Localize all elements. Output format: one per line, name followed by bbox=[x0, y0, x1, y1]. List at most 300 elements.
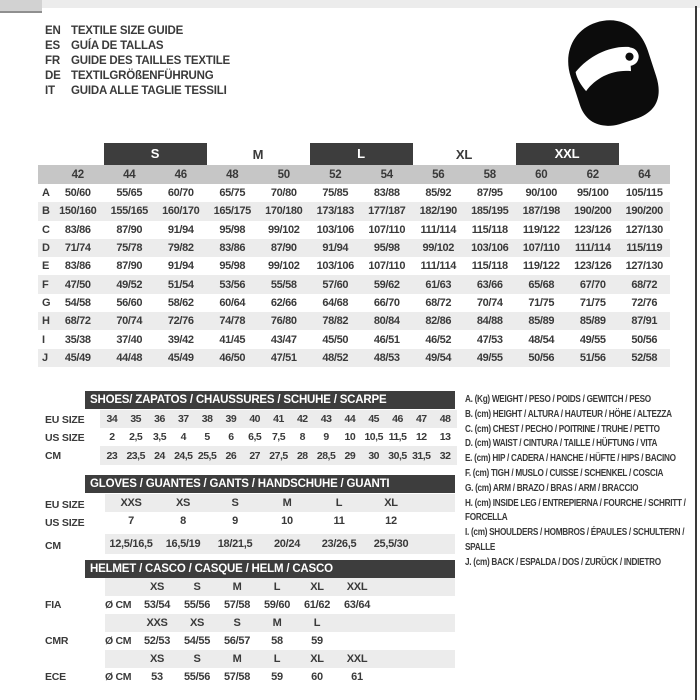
measure-value: 71/75 bbox=[528, 296, 555, 309]
measure-value: 99/102 bbox=[422, 242, 455, 255]
size-number: 54 bbox=[380, 168, 393, 181]
shoe-size-value: 46 bbox=[392, 413, 403, 425]
helmet-ece-sizes-row bbox=[105, 650, 455, 668]
right-border-line bbox=[695, 6, 697, 700]
measure-value: 49/54 bbox=[425, 351, 452, 364]
measure-row-f bbox=[38, 275, 670, 293]
glove-size-value: XS bbox=[175, 497, 191, 509]
shoe-size-value: 26 bbox=[225, 449, 237, 462]
measure-value: 82/86 bbox=[425, 315, 452, 328]
measure-value: 46/51 bbox=[373, 333, 400, 346]
measure-value: 47/51 bbox=[270, 351, 297, 364]
measure-value: 70/74 bbox=[476, 296, 503, 309]
row-label: C bbox=[42, 223, 50, 236]
shoe-size-value: 27 bbox=[249, 449, 261, 462]
size-group-xxl: XXL bbox=[516, 143, 619, 165]
measure-value: 72/76 bbox=[631, 296, 658, 309]
gloves-eu-size-label: EU SIZE bbox=[45, 499, 85, 511]
measure-value: 48/53 bbox=[373, 351, 400, 364]
helmet-size-label: L bbox=[313, 617, 321, 629]
gloves-us-size-row bbox=[105, 512, 455, 530]
glove-size-value: 20/24 bbox=[273, 538, 301, 550]
ece-standard-label: ECE bbox=[45, 671, 66, 683]
measure-value: 75/78 bbox=[116, 242, 143, 255]
legend-item-e: E. (cm) HIP / CADERA / HANCHE / HÜFTE / HIPS / BACINO bbox=[465, 453, 676, 465]
measure-value: 48/52 bbox=[322, 351, 349, 364]
glove-size-value: S bbox=[231, 497, 239, 509]
glove-size-value: 7 bbox=[128, 515, 134, 527]
glove-size-value: 10 bbox=[281, 515, 293, 527]
measure-value: 65/68 bbox=[528, 278, 555, 291]
guide-title: GUÍA DE TALLAS bbox=[71, 40, 164, 52]
language-row bbox=[45, 69, 230, 84]
language-row bbox=[45, 24, 230, 39]
measure-value: 87/91 bbox=[631, 315, 658, 328]
shoe-size-value: 7,5 bbox=[271, 431, 286, 443]
measure-row-c bbox=[38, 221, 670, 239]
legend-item-g: G. (cm) ARM / BRAZO / BRAS / ARM / BRACCIO bbox=[465, 482, 639, 494]
size-group-row bbox=[38, 143, 670, 165]
shoe-size-value: 3,5 bbox=[152, 431, 167, 443]
measure-value: 61/63 bbox=[425, 278, 452, 291]
size-number: 42 bbox=[71, 168, 84, 181]
shoe-size-value: 40 bbox=[249, 413, 261, 425]
shoe-size-value: 2,5 bbox=[129, 431, 143, 443]
size-group-xl: XL bbox=[455, 146, 473, 162]
shoe-size-value: 47 bbox=[415, 413, 427, 425]
measure-value: 47/53 bbox=[476, 333, 503, 346]
measure-value: 59/62 bbox=[373, 278, 400, 291]
measure-value: 71/74 bbox=[64, 242, 91, 255]
shoe-size-value: 27,5 bbox=[269, 449, 288, 462]
measure-value: 111/114 bbox=[575, 242, 611, 255]
shoe-size-value: 39 bbox=[225, 413, 237, 425]
helmet-size-label: XS bbox=[189, 617, 205, 629]
measure-value: 51/54 bbox=[167, 278, 194, 291]
legend-item-b: B. (cm) HEIGHT / ALTURA / HAUTEUR / HÖHE / ALTEZZA bbox=[465, 408, 672, 420]
size-number: 60 bbox=[535, 168, 548, 181]
fia-standard-label: FIA bbox=[45, 599, 62, 611]
measure-value: 44/48 bbox=[116, 351, 143, 364]
measure-value: 187/198 bbox=[522, 205, 560, 218]
legend-item-i: I. (cm) SHOULDERS / HOMBROS / ÉPAULES / SCHULTERN / SPALLE bbox=[465, 527, 685, 553]
measure-value: 83/86 bbox=[64, 260, 91, 273]
helmet-size-label: XS bbox=[149, 653, 165, 665]
shoe-size-value: 4 bbox=[180, 431, 186, 443]
shoe-size-value: 48 bbox=[439, 413, 451, 425]
measure-value: 80/84 bbox=[373, 315, 400, 328]
shoes-cm-label: CM bbox=[45, 450, 61, 462]
helmet-size-label: M bbox=[232, 581, 242, 593]
language-row bbox=[45, 39, 230, 54]
measure-value: 57/60 bbox=[322, 278, 349, 291]
measure-value: 49/52 bbox=[116, 278, 143, 291]
measure-value: 79/82 bbox=[167, 242, 194, 255]
glove-size-value: 16,5/19 bbox=[165, 538, 201, 550]
legend-item-f: F. (cm) TIGH / MUSLO / CUISSE / SCHENKEL / COSCIA bbox=[465, 467, 664, 479]
helmet-size-value: 55/56 bbox=[183, 599, 211, 611]
diameter-unit-label: Ø CM bbox=[105, 635, 132, 647]
size-group-l: L bbox=[310, 143, 413, 165]
measure-value: 58/62 bbox=[167, 296, 194, 309]
shoe-size-value: 24 bbox=[154, 449, 165, 462]
helmet-size-value: 57/58 bbox=[223, 599, 251, 611]
shoe-size-value: 23,5 bbox=[126, 449, 145, 462]
measure-value: 190/200 bbox=[625, 205, 663, 218]
measure-value: 123/126 bbox=[574, 260, 612, 273]
top-left-artifact bbox=[0, 0, 42, 13]
shoes-us-size-label: US SIZE bbox=[45, 432, 85, 444]
measure-row-b bbox=[38, 202, 670, 220]
shoe-size-value: 36 bbox=[154, 413, 165, 425]
measure-value: 52/58 bbox=[631, 351, 658, 364]
measure-value: 123/126 bbox=[574, 223, 612, 236]
measure-value: 103/106 bbox=[471, 242, 509, 255]
guide-title: TEXTILE SIZE GUIDE bbox=[71, 25, 184, 37]
measure-value: 127/130 bbox=[625, 260, 663, 273]
measure-value: 50/60 bbox=[64, 187, 91, 200]
shoe-size-value: 43 bbox=[320, 413, 332, 425]
glove-size-value: 23/26,5 bbox=[321, 538, 357, 550]
measure-value: 90/100 bbox=[525, 187, 558, 200]
measure-value: 35/38 bbox=[64, 333, 91, 346]
textile-size-table bbox=[38, 143, 670, 367]
guide-title: GUIDE DES TAILLES TEXTILE bbox=[71, 55, 230, 67]
measure-value: 78/82 bbox=[322, 315, 349, 328]
row-label: E bbox=[42, 260, 49, 273]
measure-value: 49/55 bbox=[579, 333, 606, 346]
helmet-ece-values-row bbox=[105, 668, 455, 686]
measure-value: 107/110 bbox=[368, 260, 406, 273]
measure-value: 68/72 bbox=[425, 296, 452, 309]
measure-value: 127/130 bbox=[625, 223, 663, 236]
measure-value: 43/47 bbox=[270, 333, 297, 346]
shoe-size-value: 6 bbox=[228, 431, 234, 443]
helmet-fia-values-row bbox=[105, 596, 455, 614]
size-number: 44 bbox=[123, 168, 136, 181]
helmet-cmr-sizes-row bbox=[105, 614, 455, 632]
measure-value: 115/118 bbox=[471, 223, 508, 236]
cmr-standard-label: CMR bbox=[45, 635, 69, 647]
measure-value: 75/85 bbox=[322, 187, 349, 200]
glove-size-value: 11 bbox=[333, 515, 345, 527]
measure-value: 84/88 bbox=[476, 315, 503, 328]
helmet-size-value: 58 bbox=[271, 635, 283, 647]
shoe-size-value: 24,5 bbox=[174, 449, 193, 462]
shoe-size-value: 28 bbox=[296, 449, 308, 462]
language-row bbox=[45, 54, 230, 69]
measure-value: 46/52 bbox=[425, 333, 452, 346]
shoes-section-header: SHOES/ ZAPATOS / CHAUSSURES / SCHUHE / SCARPE bbox=[85, 391, 455, 409]
helmet-size-value: 56/57 bbox=[223, 635, 251, 647]
helmet-size-label: M bbox=[232, 653, 242, 665]
measure-value: 41/45 bbox=[219, 333, 246, 346]
measure-value: 85/89 bbox=[528, 315, 555, 328]
gloves-section-header: GLOVES / GUANTES / GANTS / HANDSCHUHE / GUANTI bbox=[85, 475, 455, 493]
diameter-unit-label: Ø CM bbox=[105, 599, 132, 611]
measure-value: 46/50 bbox=[219, 351, 246, 364]
size-number: 62 bbox=[586, 168, 599, 181]
glove-size-value: 9 bbox=[232, 515, 238, 527]
measure-value: 85/92 bbox=[425, 187, 452, 200]
helmet-fia-sizes-row bbox=[105, 578, 455, 596]
measure-value: 85/89 bbox=[579, 315, 606, 328]
measure-value: 68/72 bbox=[64, 315, 91, 328]
language-code: ES bbox=[45, 40, 60, 52]
helmet-size-value: 60 bbox=[311, 671, 323, 683]
measure-value: 107/110 bbox=[368, 223, 406, 236]
measure-value: 83/86 bbox=[219, 242, 246, 255]
measure-value: 76/80 bbox=[270, 315, 297, 328]
measure-value: 170/180 bbox=[265, 205, 303, 218]
measure-value: 182/190 bbox=[419, 205, 457, 218]
helmet-size-label: S bbox=[193, 653, 201, 665]
helmet-size-label: XXL bbox=[346, 581, 368, 593]
measure-value: 71/75 bbox=[579, 296, 606, 309]
size-number: 58 bbox=[483, 168, 496, 181]
helmet-size-label: XL bbox=[310, 581, 324, 593]
helmet-icon bbox=[558, 16, 666, 128]
helmet-size-value: 61 bbox=[351, 671, 363, 683]
measure-value: 99/102 bbox=[267, 260, 300, 273]
measure-value: 111/114 bbox=[420, 223, 456, 236]
helmet-size-value: 59 bbox=[311, 635, 323, 647]
glove-size-value: XXS bbox=[120, 497, 142, 509]
measure-value: 72/76 bbox=[167, 315, 194, 328]
measure-value: 55/58 bbox=[270, 278, 297, 291]
helmet-size-value: 57/58 bbox=[223, 671, 251, 683]
measure-value: 53/56 bbox=[219, 278, 246, 291]
shoe-size-value: 8 bbox=[299, 431, 305, 443]
measure-value: 150/160 bbox=[59, 205, 97, 218]
measure-row-j bbox=[38, 349, 670, 367]
glove-size-value: XL bbox=[384, 497, 398, 509]
measure-value: 60/64 bbox=[219, 296, 246, 309]
shoe-size-value: 37 bbox=[177, 413, 189, 425]
shoe-size-value: 5 bbox=[204, 431, 210, 443]
measure-value: 45/49 bbox=[64, 351, 91, 364]
shoe-size-value: 25,5 bbox=[197, 449, 217, 462]
measure-value: 45/49 bbox=[167, 351, 194, 364]
measure-value: 47/50 bbox=[64, 278, 91, 291]
shoe-size-value: 11,5 bbox=[388, 431, 407, 443]
row-label: I bbox=[42, 333, 45, 346]
measure-row-d bbox=[38, 239, 670, 257]
gloves-eu-size-row bbox=[105, 494, 455, 512]
row-label: J bbox=[42, 351, 48, 364]
shoe-size-value: 12 bbox=[415, 431, 427, 443]
measure-value: 54/58 bbox=[64, 296, 91, 309]
shoe-size-value: 30 bbox=[368, 449, 380, 462]
measure-value: 95/98 bbox=[219, 260, 246, 273]
shoe-size-value: 35 bbox=[130, 413, 142, 425]
measure-value: 50/56 bbox=[631, 333, 658, 346]
shoes-us-size-row bbox=[100, 428, 457, 446]
size-group-s: S bbox=[104, 143, 207, 165]
measure-value: 39/42 bbox=[167, 333, 194, 346]
measure-value: 56/60 bbox=[116, 296, 143, 309]
measure-value: 66/70 bbox=[373, 296, 400, 309]
measure-value: 87/90 bbox=[270, 242, 297, 255]
measure-value: 60/70 bbox=[167, 187, 194, 200]
measure-value: 45/50 bbox=[322, 333, 349, 346]
size-number: 52 bbox=[329, 168, 342, 181]
measure-value: 49/55 bbox=[476, 351, 503, 364]
measure-row-i bbox=[38, 330, 670, 348]
measure-value: 67/70 bbox=[579, 278, 606, 291]
measure-value: 190/200 bbox=[574, 205, 612, 218]
measure-value: 65/75 bbox=[219, 187, 246, 200]
measure-value: 83/86 bbox=[64, 223, 91, 236]
row-label: G bbox=[42, 296, 51, 309]
glove-size-value: 25,5/30 bbox=[373, 538, 409, 550]
helmet-size-label: XS bbox=[149, 581, 165, 593]
measure-value: 115/119 bbox=[626, 242, 663, 255]
glove-size-value: M bbox=[282, 497, 292, 509]
measure-value: 107/110 bbox=[522, 242, 560, 255]
shoe-size-value: 9 bbox=[323, 431, 329, 443]
helmet-size-label: L bbox=[273, 653, 281, 665]
helmet-size-value: 55/56 bbox=[183, 671, 211, 683]
measure-value: 91/94 bbox=[167, 223, 194, 236]
shoe-size-value: 10 bbox=[344, 431, 356, 443]
measure-value: 87/95 bbox=[476, 187, 503, 200]
helmet-size-value: 59 bbox=[271, 671, 283, 683]
helmet-size-value: 59/60 bbox=[263, 599, 291, 611]
measure-value: 177/187 bbox=[368, 205, 406, 218]
helmet-size-value: 54/55 bbox=[183, 635, 211, 647]
shoes-eu-size-row bbox=[100, 410, 457, 428]
glove-size-value: 12 bbox=[385, 515, 397, 527]
measure-value: 185/195 bbox=[471, 205, 509, 218]
shoe-size-value: 30,5 bbox=[388, 449, 407, 462]
measure-value: 119/122 bbox=[522, 260, 560, 273]
shoe-size-value: 13 bbox=[439, 431, 451, 443]
shoe-size-value: 38 bbox=[201, 413, 213, 425]
row-label: F bbox=[42, 278, 49, 291]
shoe-size-value: 45 bbox=[368, 413, 380, 425]
glove-size-value: 18/21,5 bbox=[217, 538, 253, 550]
measure-value: 64/68 bbox=[322, 296, 349, 309]
shoe-size-value: 42 bbox=[296, 413, 308, 425]
helmet-size-value: 63/64 bbox=[343, 599, 371, 611]
language-code: IT bbox=[45, 85, 55, 97]
shoe-size-value: 34 bbox=[106, 413, 118, 425]
measure-row-a bbox=[38, 184, 670, 202]
helmet-size-label: S bbox=[233, 617, 241, 629]
legend-item-c: C. (cm) CHEST / PECHO / POITRINE / TRUHE / PETTO bbox=[465, 423, 660, 435]
shoe-size-value: 6,5 bbox=[248, 431, 262, 443]
gloves-cm-label: CM bbox=[45, 540, 61, 552]
shoe-size-value: 2 bbox=[109, 431, 115, 443]
measurement-legend bbox=[465, 393, 697, 571]
measure-row-e bbox=[38, 257, 670, 275]
legend-item-h: H. (cm) INSIDE LEG / ENTREPIERNA / FOURCHE / SCHRITT / FORCELLA bbox=[465, 497, 686, 524]
gloves-us-size-label: US SIZE bbox=[45, 517, 85, 529]
measure-value: 87/90 bbox=[116, 260, 143, 273]
measure-value: 50/56 bbox=[528, 351, 555, 364]
measure-value: 37/40 bbox=[116, 333, 143, 346]
helmet-size-label: L bbox=[273, 581, 281, 593]
diameter-unit-label: Ø CM bbox=[105, 671, 132, 683]
measure-value: 95/100 bbox=[576, 187, 609, 200]
helmet-size-value: 61/62 bbox=[303, 599, 331, 611]
glove-size-value: L bbox=[335, 497, 343, 509]
shoes-eu-size-label: EU SIZE bbox=[45, 414, 85, 426]
shoe-size-value: 28,5 bbox=[316, 449, 336, 462]
helmet-size-label: S bbox=[193, 581, 201, 593]
shoe-size-value: 32 bbox=[439, 449, 451, 462]
measure-value: 48/54 bbox=[528, 333, 555, 346]
guide-title: GUIDA ALLE TAGLIE TESSILI bbox=[71, 85, 227, 97]
measure-row-g bbox=[38, 294, 670, 312]
measure-value: 119/122 bbox=[522, 223, 560, 236]
measure-value: 91/94 bbox=[167, 260, 194, 273]
measure-value: 91/94 bbox=[322, 242, 349, 255]
measure-value: 111/114 bbox=[420, 260, 456, 273]
measure-value: 95/98 bbox=[373, 242, 400, 255]
shoe-size-value: 23 bbox=[106, 449, 118, 462]
measure-value: 103/106 bbox=[316, 260, 354, 273]
measure-value: 99/102 bbox=[267, 223, 300, 236]
top-edge-strip bbox=[0, 0, 700, 8]
language-row bbox=[45, 84, 230, 99]
row-label: D bbox=[42, 242, 50, 255]
size-number: 50 bbox=[277, 168, 290, 181]
helmet-cmr-values-row bbox=[105, 632, 455, 650]
helmet-size-value: 53/54 bbox=[143, 599, 171, 611]
row-label: H bbox=[42, 315, 50, 328]
legend-item-d: D. (cm) WAIST / CINTURA / TAILLE / HÜFTUNG / VITA bbox=[465, 438, 658, 450]
measure-row-h bbox=[38, 312, 670, 330]
shoe-size-value: 44 bbox=[344, 413, 356, 425]
helmet-size-label: XXL bbox=[346, 653, 368, 665]
measure-value: 68/72 bbox=[631, 278, 658, 291]
shoe-size-value: 29 bbox=[344, 449, 356, 462]
measure-value: 62/66 bbox=[270, 296, 297, 309]
guide-title: TEXTILGRÖßENFÜHRUNG bbox=[71, 70, 214, 82]
helmet-size-label: M bbox=[272, 617, 282, 629]
measure-value: 173/183 bbox=[316, 205, 354, 218]
row-label: B bbox=[42, 205, 50, 218]
measure-value: 95/98 bbox=[219, 223, 246, 236]
measure-value: 103/106 bbox=[316, 223, 354, 236]
size-number: 64 bbox=[638, 168, 651, 181]
language-code: DE bbox=[45, 70, 61, 82]
language-title-list bbox=[45, 24, 230, 99]
shoe-size-value: 31,5 bbox=[412, 449, 431, 462]
legend-item-j: J. (cm) BACK / ESPALDA / DOS / ZURÜCK / INDIETRO bbox=[465, 556, 661, 568]
helmet-size-value: 52/53 bbox=[143, 635, 171, 647]
measure-value: 165/175 bbox=[213, 205, 251, 218]
measure-value: 105/115 bbox=[625, 187, 663, 200]
measure-value: 74/78 bbox=[219, 315, 246, 328]
shoe-size-value: 10,5 bbox=[364, 431, 383, 443]
language-code: FR bbox=[45, 55, 60, 67]
measure-value: 155/165 bbox=[110, 205, 148, 218]
helmet-section-header: HELMET / CASCO / CASQUE / HELM / CASCO bbox=[85, 560, 455, 578]
language-code: EN bbox=[45, 25, 61, 37]
measure-value: 51/56 bbox=[579, 351, 606, 364]
measure-value: 70/80 bbox=[270, 187, 297, 200]
size-number: 56 bbox=[432, 168, 445, 181]
shoes-cm-row bbox=[100, 446, 457, 465]
helmet-size-label: XL bbox=[310, 653, 324, 665]
measure-value: 70/74 bbox=[116, 315, 143, 328]
helmet-size-value: 53 bbox=[151, 671, 163, 683]
size-number: 46 bbox=[174, 168, 187, 181]
glove-size-value: 12,5/16,5 bbox=[109, 538, 153, 550]
